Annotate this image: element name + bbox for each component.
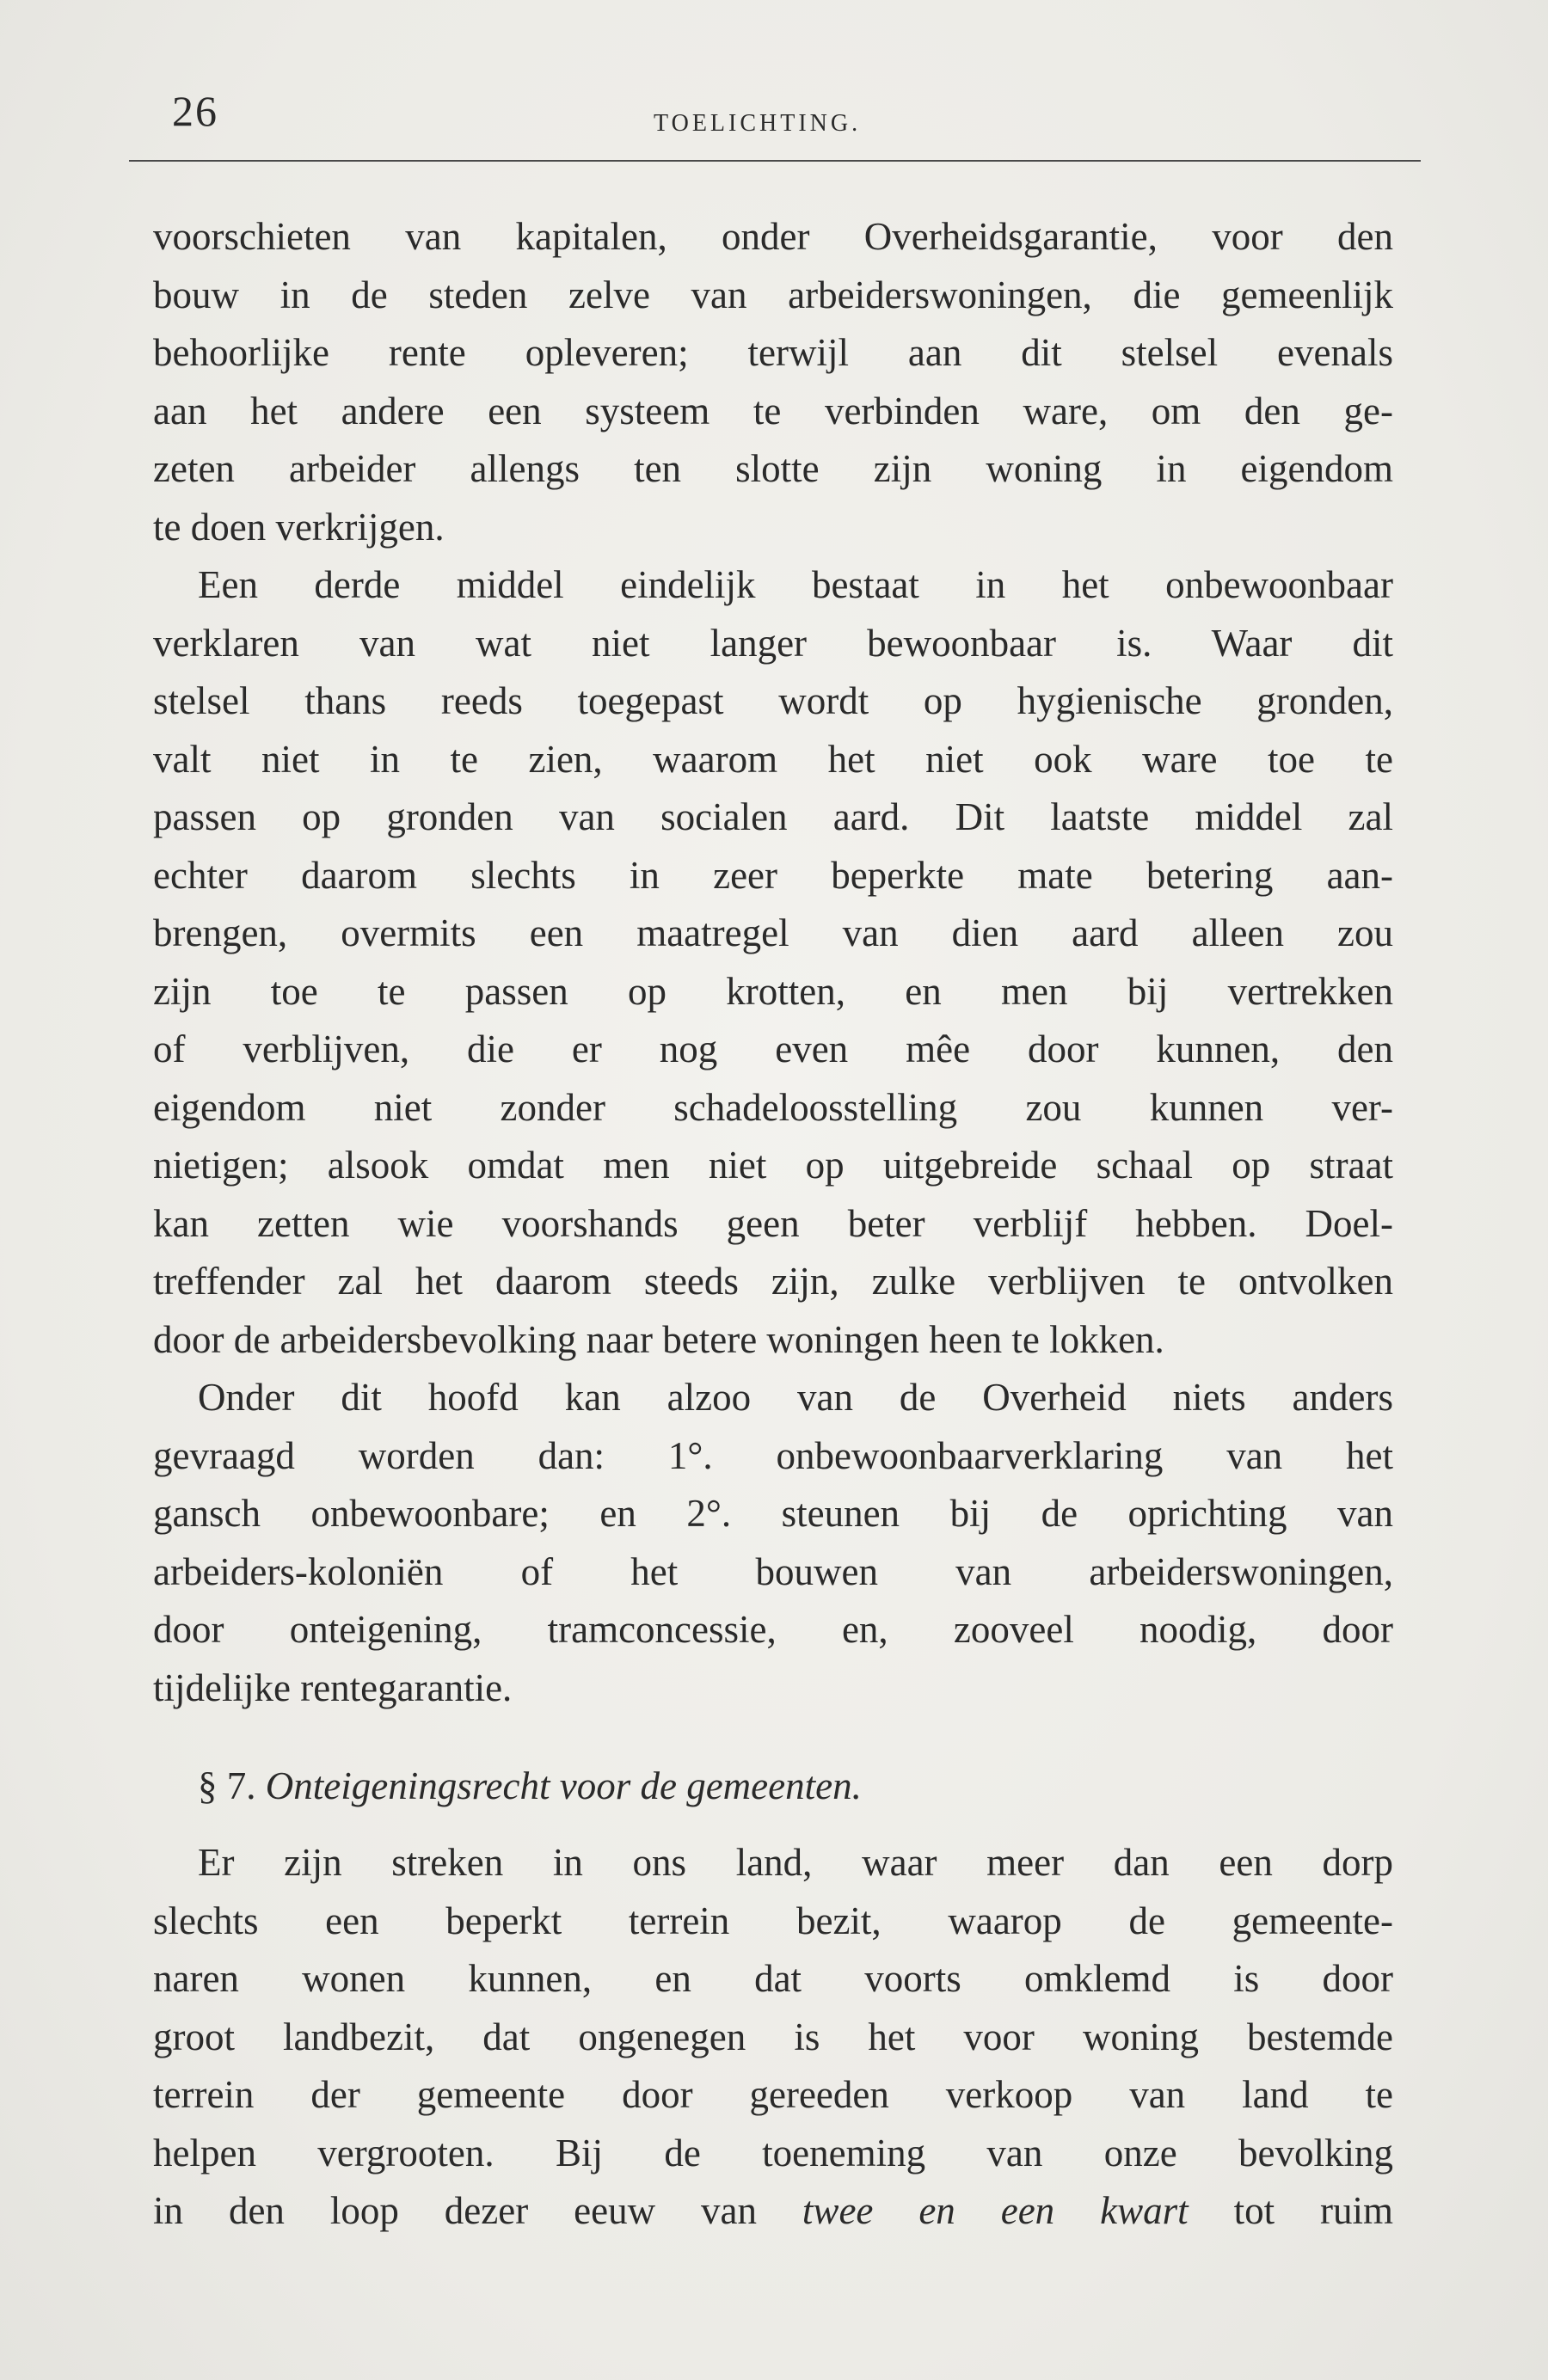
text-line: groot landbezit, dat ongenegen is het voor woning bestemde <box>153 2015 1393 2058</box>
paragraph-2 <box>153 556 1393 1369</box>
text-line: tijdelijke rentegarantie. <box>153 1665 513 1709</box>
text-line: gansch onbewoonbare; en 2°. steunen bij de oprichting van <box>153 1492 1393 1535</box>
text-line: door de arbeidersbevolking naar betere woningen heen te lokken. <box>153 1317 1164 1361</box>
text-line: bouw in de steden zelve van arbeiderswoningen, die gemeenlijk <box>153 273 1393 316</box>
text-line: Een derde middel eindelijk bestaat in het onbewoonbaar <box>198 563 1393 606</box>
text-line: eigendom niet zonder schadeloosstelling zou kunnen ver- <box>153 1085 1393 1129</box>
running-title: TOELICHTING. <box>654 110 862 137</box>
text-segment: in den loop dezer eeuw van <box>153 2189 757 2232</box>
text-line: gevraagd worden dan: 1°. onbewoonbaarverklaring van het <box>153 1433 1393 1477</box>
text-line: slechts een beperkt terrein bezit, waarop de gemeente- <box>153 1898 1393 1942</box>
paragraph-1 <box>153 208 1393 556</box>
text-line: kan zetten wie voorshands geen beter verblijf hebben. Doel- <box>153 1201 1393 1245</box>
text-line: verklaren van wat niet langer bewoonbaar is. Waar dit <box>153 621 1393 665</box>
text-segment: tot ruim <box>1233 2189 1393 2232</box>
text-line: passen op gronden van socialen aard. Dit laatste middel zal <box>153 795 1393 838</box>
section-title: Onteigeningsrecht voor de gemeenten. <box>265 1764 862 1807</box>
text-line: arbeiders-koloniën of het bouwen van arbeiderswoningen, <box>153 1549 1393 1593</box>
text-line: voorschieten van kapitalen, onder Overheidsgarantie, voor den <box>153 215 1393 258</box>
text-line: naren wonen kunnen, en dat voorts omklemd is door <box>153 1957 1393 2000</box>
text-line: zijn toe te passen op krotten, en men bij vertrekken <box>153 969 1393 1013</box>
text-line: Onder dit hoofd kan alzoo van de Overheid niets anders <box>198 1376 1393 1419</box>
text-line: nietigen; alsook omdat men niet op uitgebreide schaal op straat <box>153 1144 1393 1187</box>
section-heading <box>153 1755 1393 1817</box>
text-line: brengen, overmits een maatregel van dien aard alleen zou <box>153 911 1393 954</box>
spacer <box>153 1717 1393 1755</box>
text-line: echter daarom slechts in zeer beperkte mate betering aan- <box>153 853 1393 897</box>
paragraph-3 <box>153 1369 1393 1717</box>
text-line: zeten arbeider allengs ten slotte zijn woning in eigendom <box>153 447 1393 490</box>
section-number: § 7. <box>198 1764 256 1807</box>
page-header <box>172 86 1419 155</box>
text-line-last <box>153 2182 1393 2241</box>
body-text <box>153 208 1393 2241</box>
text-line: te doen verkrijgen. <box>153 505 445 549</box>
text-line: Er zijn streken in ons land, waar meer dan een dorp <box>198 1841 1393 1884</box>
page-number: 26 <box>172 87 218 135</box>
italic-phrase: twee en een kwart <box>802 2189 1189 2232</box>
spacer <box>153 1817 1393 1834</box>
text-line: of verblijven, die er nog even mêe door kunnen, den <box>153 1027 1393 1070</box>
text-line: helpen vergrooten. Bij de toeneming van onze bevolking <box>153 2131 1393 2175</box>
text-line: valt niet in te zien, waarom het niet ook ware toe te <box>153 737 1393 781</box>
paragraph-4 <box>153 1834 1393 2241</box>
header-rule <box>129 160 1421 162</box>
text-line: terrein der gemeente door gereeden verkoop van land te <box>153 2073 1393 2116</box>
text-line: stelsel thans reeds toegepast wordt op hygienische gronden, <box>153 679 1393 722</box>
text-line: treffender zal het daarom steeds zijn, zulke verblijven te ontvolken <box>153 1260 1393 1303</box>
text-line: door onteigening, tramconcessie, en, zooveel noodig, door <box>153 1608 1393 1651</box>
text-line: aan het andere een systeem te verbinden ware, om den ge- <box>153 389 1393 432</box>
text-line: behoorlijke rente opleveren; terwijl aan dit stelsel evenals <box>153 331 1393 374</box>
